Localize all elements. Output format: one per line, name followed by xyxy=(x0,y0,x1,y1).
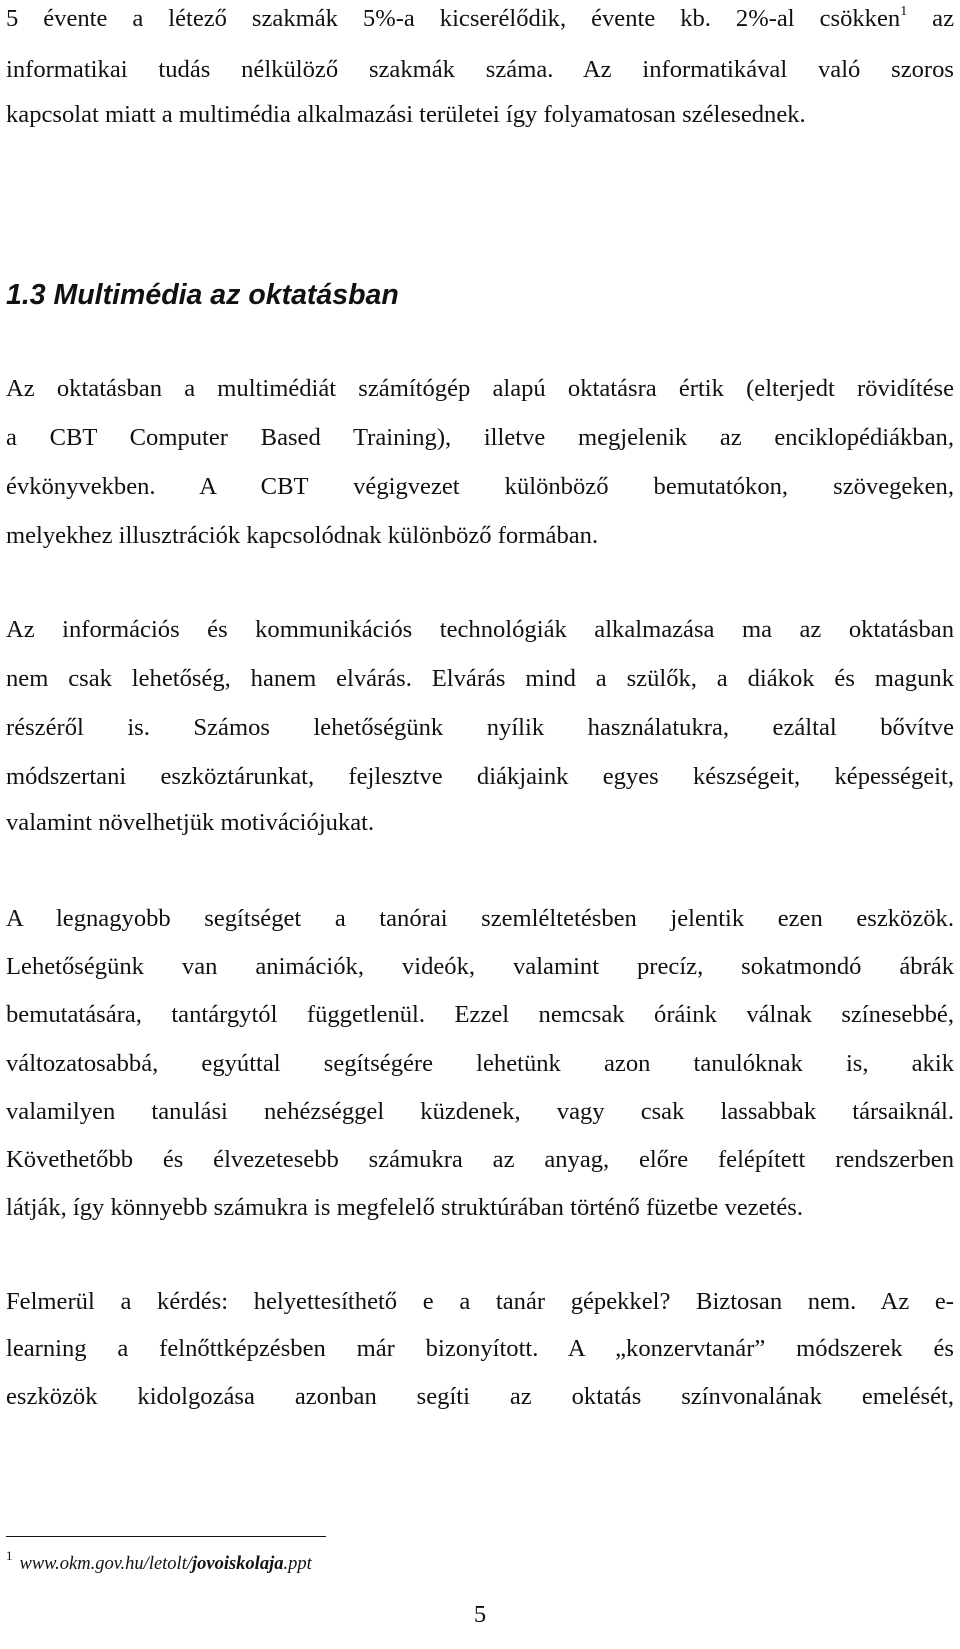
intro-line-2: informatikai tudás nélkülöző szakmák száma. Az informatikával való szoros xyxy=(6,56,954,83)
paragraph-2-line: valamint növelhetjük motivációjukat. xyxy=(6,809,375,836)
paragraph-2-line: Az információs és kommunikációs technológiák alkalmazása ma az oktatásban xyxy=(6,616,954,643)
paragraph-2-line: nem csak lehetőség, hanem elvárás. Elvárás mind a szülők, a diákok és magunk xyxy=(6,665,954,692)
paragraph-1-line: évkönyvekben. A CBT végigvezet különböző bemutatókon, szövegeken, xyxy=(6,473,954,500)
paragraph-3-line: látják, így könnyebb számukra is megfelelő struktúrában történő füzetbe vezetés. xyxy=(6,1194,803,1221)
paragraph-1-line: a CBT Computer Based Training), illetve megjelenik az enciklopédiákban, xyxy=(6,424,954,451)
paragraph-2-line: részéről is. Számos lehetőségünk nyílik használatukra, ezáltal bővítve xyxy=(6,714,954,741)
paragraph-3-line: Követhetőbb és élvezetesebb számukra az anyag, előre felépített rendszerben xyxy=(6,1146,954,1173)
paragraph-4-line: learning a felnőttképzésben már bizonyított. A „konzervtanár” módszerek és xyxy=(6,1335,954,1362)
paragraph-3-line: változatosabbá, egyúttal segítségére lehetünk azon tanulóknak is, akik xyxy=(6,1050,954,1077)
footnote xyxy=(6,1548,312,1576)
intro-line-3: kapcsolat miatt a multimédia alkalmazási területei így folyamatosan szélesednek. xyxy=(6,101,806,128)
page-number: 5 xyxy=(473,1601,487,1628)
paragraph-3-line: Lehetőségünk van animációk, videók, valamint precíz, sokatmondó ábrák xyxy=(6,953,954,980)
document-page xyxy=(6,0,954,1649)
intro-line-1: 5 évente a létező szakmák 5%-a kicserélődik, évente kb. 2%-al csökken$^1$ az xyxy=(6,4,954,32)
footnote-reference[interactable]: 1 xyxy=(900,4,908,19)
paragraph-3-line: bemutatására, tantárgytól függetlenül. Ezzel nemcsak óráink válnak színesebbé, xyxy=(6,1001,954,1028)
paragraph-4-line: Felmerül a kérdés: helyettesíthető e a tanár gépekkel? Biztosan nem. Az e- xyxy=(6,1288,954,1315)
paragraph-4-line: eszközök kidolgozása azonban segíti az oktatás színvonalának emelését, xyxy=(6,1383,954,1410)
section-heading: 1.3 Multimédia az oktatásban xyxy=(6,279,399,311)
paragraph-3-line: A legnagyobb segítséget a tanórai szemléltetésben jelentik ezen eszközök. xyxy=(6,905,954,932)
footnote-separator xyxy=(6,1536,326,1537)
paragraph-3-line: valamilyen tanulási nehézséggel küzdenek, vagy csak lassabbak társaiknál. xyxy=(6,1098,954,1125)
footnote-number: 1 xyxy=(6,1548,13,1563)
paragraph-1-line: Az oktatásban a multimédiát számítógép alapú oktatásra értik (elterjedt rövidítése xyxy=(6,375,954,402)
paragraph-1-line: melyekhez illusztrációk kapcsolódnak különböző formában. xyxy=(6,522,599,549)
footnote-link[interactable]: www.okm.gov.hu/letolt/jovoiskolaja.ppt xyxy=(19,1554,312,1574)
paragraph-2-line: módszertani eszköztárunkat, fejlesztve diákjaink egyes készségeit, képességeit, xyxy=(6,763,954,790)
